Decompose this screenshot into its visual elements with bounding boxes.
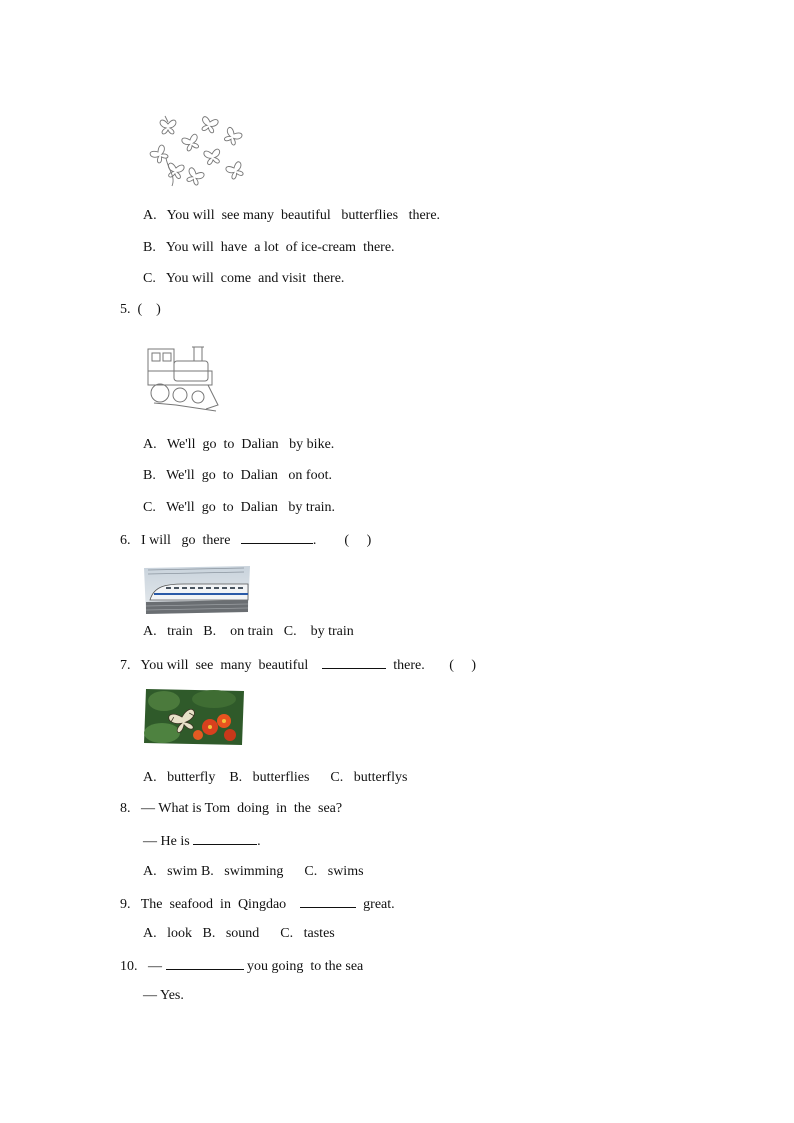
q7-options[interactable]: A. butterfly B. butterflies C. butterflys xyxy=(143,770,408,785)
q8-answer-blank[interactable] xyxy=(193,831,257,845)
q9-answer-blank[interactable] xyxy=(300,894,356,908)
q6-stem-bracket: . ( ) xyxy=(312,533,372,548)
q6-options[interactable]: A. train B. on train C. by train xyxy=(143,624,354,639)
q10-response: — Yes. xyxy=(143,988,184,1003)
q8-options[interactable]: A. swim B. swimming C. swims xyxy=(143,864,364,879)
q6-stem xyxy=(120,530,371,550)
butterfly-icon xyxy=(185,167,205,186)
q9-stem-end: great. xyxy=(356,897,395,912)
q5-option-b[interactable]: B. We'll go to Dalian on foot. xyxy=(143,468,332,483)
q6-stem-text: 6. I will go there xyxy=(120,533,241,548)
butterfly-icon xyxy=(225,161,245,180)
butterfly-icon xyxy=(160,116,176,134)
q10-stem-text: 10. — xyxy=(120,959,166,974)
q8-stem: 8. — What is Tom doing in the sea? xyxy=(120,801,343,816)
q6-answer-blank[interactable] xyxy=(241,530,313,544)
butterfly-icon xyxy=(222,127,243,147)
q10-stem-end: you going to the sea xyxy=(243,959,364,974)
butterfly-icon xyxy=(181,134,201,152)
q7-stem-text: 7. You will see many beautiful xyxy=(120,658,323,673)
q4-option-c[interactable]: C. You will come and visit there. xyxy=(143,271,345,286)
q9-stem-text: 9. The seafood in Qingdao xyxy=(120,897,301,912)
butterflies-sketch-image xyxy=(146,110,250,190)
butterfly-icon xyxy=(204,149,222,165)
butterfly-icon xyxy=(200,116,219,134)
butterfly-on-flowers-photo xyxy=(144,687,244,747)
q5-option-a[interactable]: A. We'll go to Dalian by bike. xyxy=(143,437,335,452)
q7-stem xyxy=(120,655,476,675)
high-speed-train-photo xyxy=(144,566,250,614)
q8-response-end: . xyxy=(257,834,261,849)
q10-answer-blank[interactable] xyxy=(166,956,244,970)
q4-option-a[interactable]: A. You will see many beautiful butterflies there. xyxy=(143,208,441,223)
q5-option-c[interactable]: C. We'll go to Dalian by train. xyxy=(143,500,336,515)
q4-option-b[interactable]: B. You will have a lot of ice-cream there. xyxy=(143,240,395,255)
q9-stem xyxy=(120,894,395,914)
butterfly-icon xyxy=(166,163,184,179)
q9-options[interactable]: A. look B. sound C. tastes xyxy=(143,926,335,941)
q10-stem xyxy=(120,956,363,976)
q8-response xyxy=(143,831,261,851)
steam-train-sketch-image xyxy=(146,343,222,415)
q5-stem: 5. ( ) xyxy=(120,302,161,317)
q8-response-text: — He is xyxy=(143,834,194,849)
q7-answer-blank[interactable] xyxy=(322,655,386,669)
q7-stem-bracket: there. ( ) xyxy=(386,658,477,673)
